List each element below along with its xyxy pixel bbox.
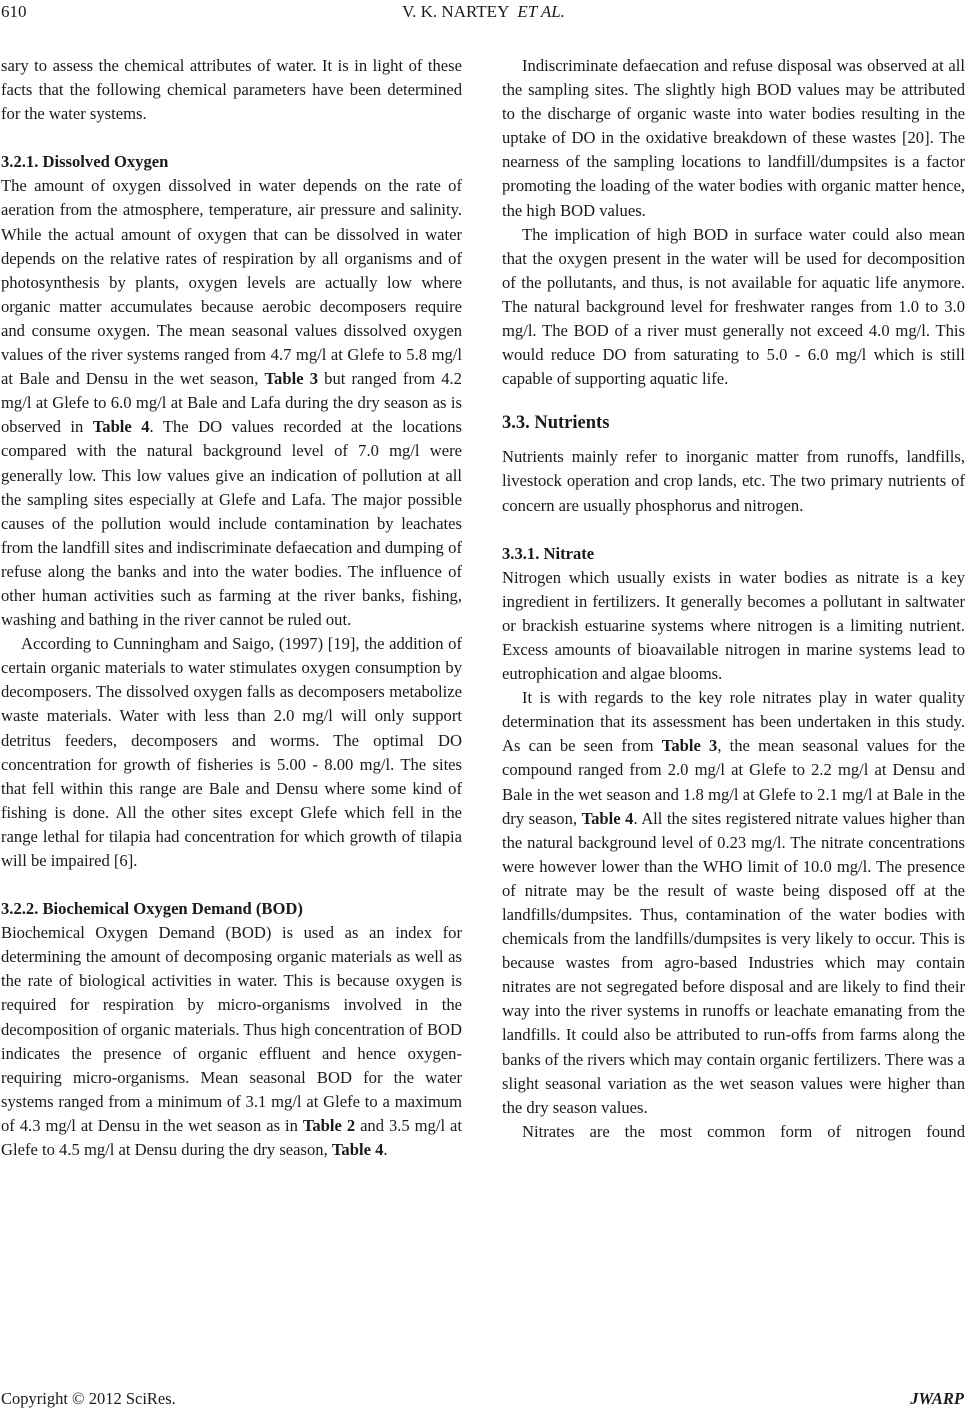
table-ref[interactable]: Table 2 <box>302 1115 356 1135</box>
nitrate-paragraph-2 <box>502 686 965 1120</box>
table-ref[interactable]: Table 4 <box>331 1140 384 1160</box>
text-run: . <box>383 1140 388 1160</box>
text-run: . The DO values recorded at the locations compared with the natural background level of 7.0 mg/l were generally low. This low values give an indication of pollution at all the sampling sites especially at Glefe and Lafa. The major possible causes of the pollution would include contamination by leachates from the landfill sites and indiscriminate defaecation and dumping of refuse along the banks and into the water bodies. The influence of other human activities such as farming at the river banks, fishing, washing and bathing in the river cannot be ruled out. <box>1 417 462 630</box>
text-run: It is with regards to the key role nitrates play in water quality determination that its assessment has been undertaken in this study. As can be seen from <box>502 688 965 756</box>
do-paragraph-2: According to Cunningham and Saigo, (1997) [19], the addition of certain organic materials to water stimulates oxygen consumption by decomposers. The dissolved oxygen falls as decomposers metabolize waste materials. Water with less than 2.0 mg/l will only support detritus feeders, decomposers and worms. The optimal DO concentration for growth of fisheries is 5.00 - 8.00 mg/l. The sites that fell within this range are Bale and Densu where some kind of fishing is done. All the other sites except Glefe which fell in the range lethal for tilapia had concentration for which growth of tilapia will be impaired [6]. <box>1 634 462 870</box>
left-column <box>1 54 462 1162</box>
bod-paragraph-2: Indiscriminate defaecation and refuse disposal was observed at all the sampling sites. The slightly high BOD values may be attributed to the discharge of organic waste into water bodies resulting in the uptake of DO in the oxidative breakdown of these wastes [20]. The nearness of the sampling locations to landfill/dumpsites is a factor promoting the loading of the water bodies with organic matter hence, the high BOD values. <box>502 56 965 220</box>
nitrate-paragraph-1: Nitrogen which usually exists in water bodies as nitrate is a key ingredient in fertilizers. It generally becomes a pollutant in saltwater or brackish estuarine systems where nitrogen is a limiting nutrient. Excess amounts of bioavailable nitrogen in marine systems lead to eutrophication and algae blooms. <box>502 567 965 684</box>
table-ref[interactable]: Table 3 <box>264 369 319 389</box>
heading-nitrate: 3.3.1. Nitrate <box>502 543 595 563</box>
running-authors <box>0 2 967 22</box>
text-run: . All the sites registered nitrate values higher than the natural background level of 0.23 mg/l. The nitrate concentrations were however lower than the WHO limit of 10.0 mg/l. The presence of nitrate may be the result of waste being disposed off at the landfills/dumpsites. Thus, contamination of the water bodies with chemicals from the landfills/dumpsites is very likely to occur. This is because wastes from agro-based Industries which may contain nitrates are not segregated before disposal and are likely to find their way into the river systems in runoffs or leachate emanating from the landfills. It could also be attributed to run-offs from farms along the banks of the rivers which may contain organic fertilizers. There was a slight seasonal variation as the wet season values were higher than the dry season values. <box>502 808 965 1117</box>
do-paragraph-1 <box>1 174 462 632</box>
author-names: V. K. NARTEY <box>402 2 510 21</box>
table-ref[interactable]: Table 3 <box>661 736 718 756</box>
nutrients-paragraph: Nutrients mainly refer to inorganic matter from runoffs, landfills, livestock operation and crop lands, etc. The two primary nutrients of concern are usually phosphorus and nitrogen. <box>502 447 965 515</box>
bod-paragraph-1 <box>1 921 462 1162</box>
text-run: Biochemical Oxygen Demand (BOD) is used as an index for determining the amount of decomposing organic materials as well as the rate of biological activities in water. This is because oxygen is required for respiration by micro-organisms involved in the decomposition of organic materials. Thus high concentration of BOD indicates the presence of organic effluent and hence oxygen-requiring micro-organisms. Mean seasonal BOD for the water systems ranged from a minimum of 3.1 mg/l at Glefe to a maximum of 4.3 mg/l at Densu in the wet season as in <box>1 923 462 1135</box>
table-ref[interactable]: Table 4 <box>92 417 150 437</box>
text-run: , the mean seasonal values for the compound ranged from 2.0 mg/l at Glefe to 2.2 mg/l at Densu and Bale in the wet season and 1.8 mg/l at Glefe to 2.1 mg/l at Bale in the dry season, <box>502 736 965 828</box>
text-run: and 3.5 mg/l at Glefe to 4.5 mg/l at Densu during the dry season, <box>1 1115 462 1160</box>
text-run: but ranged from 4.2 mg/l at Glefe to 6.0 mg/l at Bale and Lafa during the dry season as is observed in <box>1 369 462 437</box>
running-header <box>0 2 967 24</box>
right-column <box>502 54 965 1144</box>
heading-dissolved-oxygen: 3.2.1. Dissolved Oxygen <box>1 152 169 172</box>
nitrate-paragraph-3: Nitrates are the most common form of nitrogen found <box>522 1121 965 1141</box>
page-number: 610 <box>1 2 27 21</box>
table-ref[interactable]: Table 4 <box>581 808 634 828</box>
text-run: The amount of oxygen dissolved in water depends on the rate of aeration from the atmosphere, temperature, air pressure and salinity. While the actual amount of oxygen that can be dissolved in water depends on the relative rates of respiration by all organisms and of photosynthesis by plants, oxygen levels are actually low where organic matter accumulates because aerobic decomposers require and consume oxygen. The mean seasonal values dissolved oxygen values of the river systems ranged from 4.7 mg/l at Glefe to 5.8 mg/l at Bale and Densu in the wet season, <box>1 176 462 389</box>
et-al: ET AL. <box>517 2 565 21</box>
intro-paragraph: sary to assess the chemical attributes of water. It is in light of these facts that the following chemical parameters have been determined for the water systems. <box>1 56 462 124</box>
copyright-notice: Copyright © 2012 SciRes. <box>1 1389 176 1408</box>
heading-bod: 3.2.2. Biochemical Oxygen Demand (BOD) <box>1 899 303 919</box>
bod-paragraph-3: The implication of high BOD in surface water could also mean that the oxygen present in the water will be used for decomposition of the pollutants, and thus, is not available for aquatic life anymore. The natural background level for freshwater ranges from 1.0 to 3.0 mg/l. The BOD of a river must generally not exceed 4.0 mg/l. This would reduce DO from saturating to 5.0 - 6.0 mg/l which is still capable of supporting aquatic life. <box>502 224 965 389</box>
journal-abbreviation: JWARP <box>910 1389 964 1408</box>
heading-nutrients: 3.3. Nutrients <box>502 413 610 434</box>
